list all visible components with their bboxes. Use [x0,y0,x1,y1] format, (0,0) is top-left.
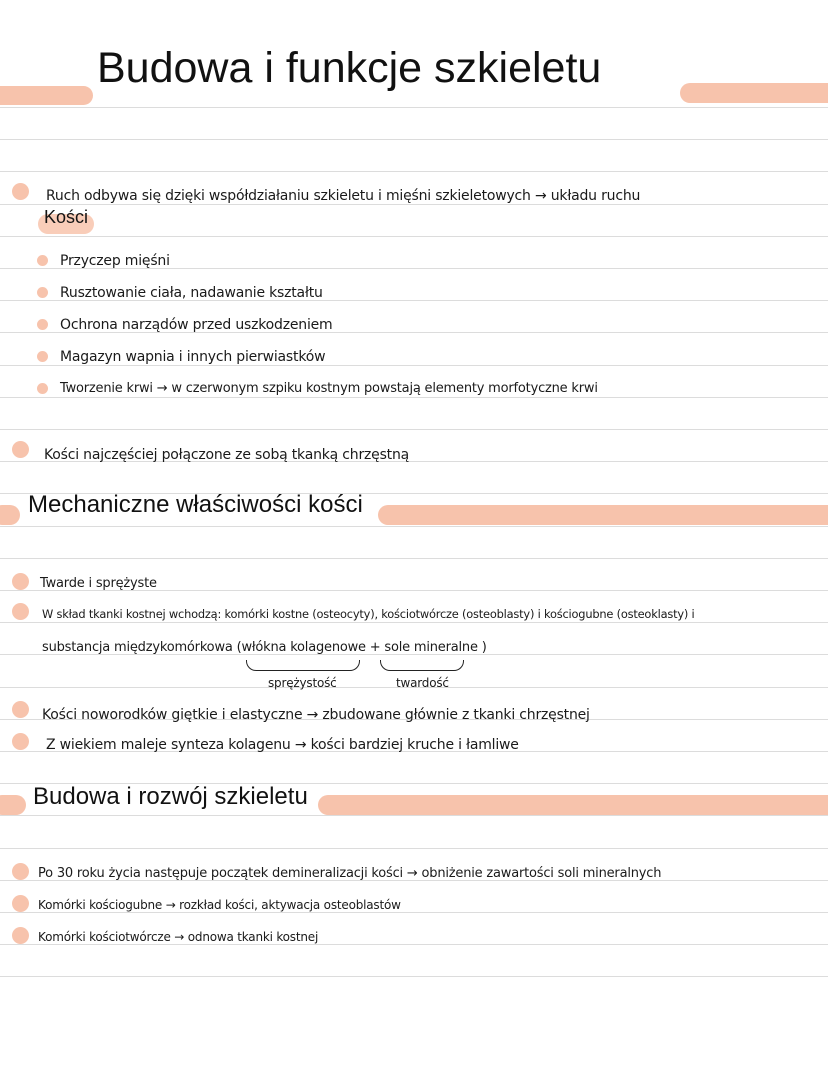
bullet-icon [12,441,29,458]
list-item: Twarde i sprężyste [40,576,157,591]
bullet-icon [12,863,29,880]
bullet-icon [37,287,48,298]
bullet-icon [37,319,48,330]
list-item: Tworzenie krwi → w czerwonym szpiku kostnym powstają elementy morfotyczne krwi [60,381,598,396]
bullet-icon [37,351,48,362]
bullet-icon [12,927,29,944]
list-item: Kości noworodków giętkie i elastyczne → zbudowane głównie z tkanki chrzęstnej [42,707,590,723]
bullet-icon [12,183,29,200]
list-item: Ochrona narządów przed uszkodzeniem [60,317,333,333]
heading-highlight-right [318,795,828,815]
brace-label: sprężystość [268,676,337,690]
ruled-line [0,912,828,913]
list-item: Magazyn wapnia i innych pierwiastków [60,349,326,365]
ruled-line [0,976,828,977]
bones-heading: Kości [44,207,89,227]
list-item: Z wiekiem maleje synteza kolagenu → kości bardziej kruche i łamliwe [46,737,519,753]
connection-text: Kości najczęściej połączone ze sobą tkanką chrzęstną [44,447,410,463]
ruled-line [0,107,828,108]
section-heading: Budowa i rozwój szkieletu [33,783,308,810]
title-highlight-right [680,83,828,103]
section-heading: Mechaniczne właściwości kości [28,491,363,518]
heading-highlight-right [378,505,828,525]
intro-text: Ruch odbywa się dzięki współdziałaniu szkieletu i mięśni szkieletowych → układu ruchu [46,188,641,204]
ruled-line [0,526,828,527]
ruled-line [0,944,828,945]
bullet-icon [37,255,48,266]
list-item: Rusztowanie ciała, nadawanie kształtu [60,285,323,301]
brace-elasticity [246,660,360,671]
ruled-line [0,558,828,559]
list-item: Komórki kościogubne → rozkład kości, aktywacja osteoblastów [38,898,401,912]
ruled-line [0,171,828,172]
bullet-icon [37,383,48,394]
ruled-line [0,815,828,816]
bullet-icon [12,733,29,750]
ruled-line [0,397,828,398]
bullet-icon [12,603,29,620]
page-title: Budowa i funkcje szkieletu [97,44,602,92]
bullet-icon [12,573,29,590]
list-item: Komórki kościotwórcze → odnowa tkanki kostnej [38,930,319,944]
list-item: Przyczep mięśni [60,253,170,269]
brace-hardness [380,660,464,671]
ruled-line [0,848,828,849]
heading-highlight-left [0,795,26,815]
title-highlight-left [0,86,93,105]
bullet-icon [12,895,29,912]
heading-highlight-left [0,505,20,525]
ruled-line [0,622,828,623]
ruled-line [0,365,828,366]
list-item: W skład tkanki kostnej wchodzą: komórki kostne (osteocyty), kościotwórcze (osteoblasty) i kościogubne (osteoklasty) i [42,607,695,621]
list-item: Po 30 roku życia następuje początek demineralizacji kości → obniżenie zawartości soli mineralnych [38,866,662,881]
list-item-continuation: substancja międzykomórkowa (włókna kolagenowe + sole mineralne ) [42,640,487,655]
bullet-icon [12,701,29,718]
ruled-line [0,236,828,237]
ruled-line [0,139,828,140]
ruled-line [0,204,828,205]
brace-label: twardość [396,676,449,690]
ruled-line [0,429,828,430]
